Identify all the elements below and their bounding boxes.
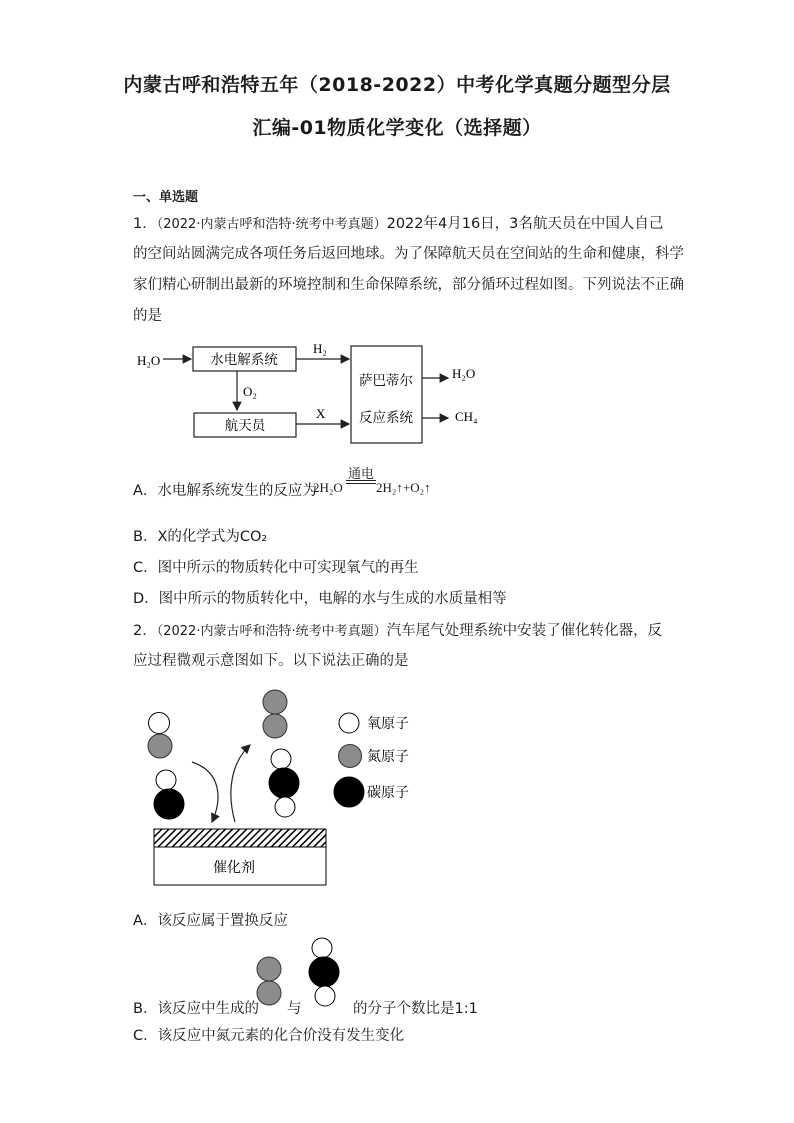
nitrogen-atom <box>263 690 287 714</box>
co2-molecule-icon <box>315 986 335 1006</box>
page-title-line2: 汇编-01物质化学变化（选择题） <box>252 117 542 139</box>
sabatier-label-line2: 反应系统 <box>359 410 413 426</box>
q1-option-a-left: 2H₂O <box>313 480 343 495</box>
q1-option-d: D．图中所示的物质转化中，电解的水与生成的水质量相等 <box>133 591 507 607</box>
nitrogen-molecule-icon <box>257 957 281 981</box>
catalyst-label: 催化剂 <box>213 860 255 876</box>
q1-stem-line3: 家们精心研制出最新的环境控制和生命保障系统，部分循环过程如图。下列说法不正确 <box>133 277 684 293</box>
q1-option-c: C．图中所示的物质转化中可实现氧气的再生 <box>133 560 419 576</box>
co2-molecule-icon <box>312 938 332 958</box>
q2-stem-line2: 应过程微观示意图如下。以下说法正确的是 <box>133 653 409 669</box>
h2o-output-label: H₂O <box>452 366 476 381</box>
co2-molecule-icon <box>309 957 339 987</box>
o2-label: O₂ <box>243 384 257 399</box>
legend-carbon-icon <box>334 777 364 807</box>
astronaut-label: 航天员 <box>224 418 266 434</box>
x-label: X <box>316 406 326 421</box>
legend-oxygen-icon <box>339 713 359 733</box>
q1-stem-line1: 2022年4月16日，3名航天员在中国人自己 <box>386 216 664 232</box>
oxygen-atom <box>149 713 170 734</box>
q2-source: （2022·内蒙古呼和浩特·统考中考真题） <box>156 624 387 639</box>
nitrogen-molecule-icon <box>257 981 281 1005</box>
oxygen-atom <box>156 770 176 790</box>
section-header: 一、单选题 <box>133 190 199 205</box>
reaction-arrow-line <box>346 480 376 481</box>
q2-option-a: A．该反应属于置换反应 <box>133 913 288 929</box>
desorption-arrow <box>231 745 250 822</box>
carbon-atom <box>154 789 184 819</box>
oxygen-atom <box>275 797 295 817</box>
ch4-output-label: CH₄ <box>455 409 478 424</box>
q1-option-a-condition: 通电 <box>348 467 375 482</box>
page-title-line1: 内蒙古呼和浩特五年（2018-2022）中考化学真题分题型分层 <box>123 74 671 96</box>
legend-nitrogen-label: 氮原子 <box>367 749 409 765</box>
reaction-arrow-line <box>346 483 376 484</box>
sabatier-label-line1: 萨巴蒂尔 <box>359 373 413 389</box>
q1-option-a-right: 2H₂↑+O₂↑ <box>376 480 431 495</box>
legend-oxygen-label: 氧原子 <box>367 716 409 732</box>
sabatier-reactor-box <box>351 346 422 443</box>
q1-stem-line2: 的空间站圆满完成各项任务后返回地球。为了保障航天员在空间站的生命和健康，科学 <box>133 246 684 262</box>
oxygen-atom <box>271 749 291 769</box>
q1-number: 1． <box>133 216 157 232</box>
q2-option-b-and: 与 <box>287 1001 302 1017</box>
h2-label: H₂ <box>313 341 327 356</box>
legend-carbon-label: 碳原子 <box>367 785 409 801</box>
adsorption-arrow <box>192 762 218 822</box>
carbon-atom <box>269 768 299 798</box>
catalyst-surface <box>154 829 326 847</box>
q1-option-a-prefix: A．水电解系统发生的反应为 <box>133 483 317 499</box>
q1-option-a <box>133 479 317 500</box>
q2-option-b-suffix: 的分子个数比是1:1 <box>353 1001 478 1017</box>
nitrogen-atom <box>263 714 287 738</box>
h2o-input-label: H₂O <box>137 353 161 368</box>
q1-stem-line4: 的是 <box>133 308 162 324</box>
q2-option-c: C．该反应中氮元素的化合价没有发生变化 <box>133 1028 405 1044</box>
legend-nitrogen-icon <box>339 745 362 768</box>
electrolysis-system-label: 水电解系统 <box>210 352 278 368</box>
nitrogen-atom <box>148 734 172 758</box>
q2-option-b-prefix: B．该反应中生成的 <box>133 1001 259 1017</box>
q2-header <box>133 619 662 640</box>
q2-stem-line1: 汽车尾气处理系统中安装了催化转化器，反 <box>386 623 663 639</box>
q1-source: （2022·内蒙古呼和浩特·统考中考真题） <box>156 217 387 232</box>
q2-number: 2． <box>133 623 157 639</box>
q1-option-b: B．X的化学式为CO₂ <box>133 529 268 545</box>
